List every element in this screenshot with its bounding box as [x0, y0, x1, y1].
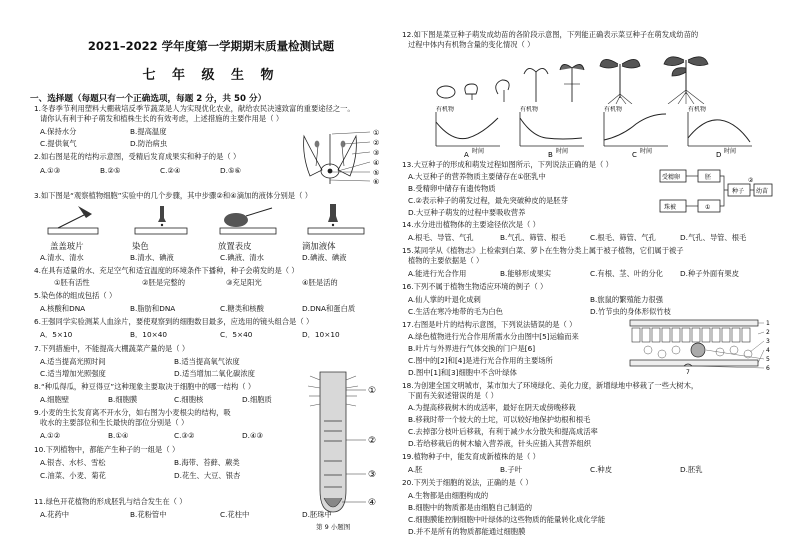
q17-stem: 17.右图是叶片的结构示意图，下列说法错误的是（ ） — [402, 320, 577, 329]
q6-option-c[interactable]: C．5×40 — [220, 330, 253, 339]
q4-stem: 4.在具有适量的水、充足空气和适宜温度的环境条件下播种，种子会萌发的是（ ） — [34, 266, 299, 275]
exam-title: 2021–2022 学年度第一学期期末质量检测试题 — [87, 39, 335, 53]
flower-label-6: ⑥ — [373, 178, 380, 184]
q10-stem: 10.下列植物中，都能产生种子的一组是（ ） — [34, 445, 180, 454]
q15-option-a[interactable]: A.能进行光合作用 — [408, 269, 467, 278]
section-heading: 一、选择题（每题只有一个正确选项，每题 2 分，共 50 分） — [30, 94, 267, 104]
q11-option-a[interactable]: A.花药中 — [40, 510, 70, 519]
q19-option-b[interactable]: B.子叶 — [500, 465, 522, 474]
flow-embryo: 胚 — [705, 174, 712, 181]
leaf-label-2: 2 — [766, 329, 770, 336]
q8-option-b[interactable]: B.细胞膜 — [108, 395, 138, 404]
graph-b-ylabel: 有机物 — [520, 106, 539, 113]
root-label-3: ③ — [368, 470, 377, 480]
q10-option-d[interactable]: D.花生、大豆、银杏 — [174, 471, 241, 480]
bean-germination-figure — [432, 54, 742, 104]
q1-option-d[interactable]: D.防治病虫 — [130, 139, 168, 148]
q2-stem: 2.如右图是花的结构示意图，受精后发育成果实和种子的是（ ） — [34, 152, 241, 161]
leaf-label-1: 1 — [766, 320, 770, 327]
q18-stem-2: 下面有关叙述错误的是（ ） — [408, 391, 498, 400]
q2-option-b[interactable]: B.②⑤ — [100, 166, 121, 175]
graph-c — [604, 106, 668, 158]
q6-option-a[interactable]: A．5×10 — [40, 330, 73, 339]
root-tip-figure — [302, 370, 382, 520]
leaf-label-5: 5 — [766, 356, 770, 363]
q17-option-c[interactable]: C.图中的[2]和[4]是进行光合作用的主要场所 — [408, 356, 553, 365]
q15-stem-2: 植物的主要依据是（ ） — [408, 256, 484, 265]
graph-a-option: A — [464, 151, 469, 158]
step-label-3: 放置表皮 — [218, 241, 252, 251]
flow-integument: 珠被 — [664, 204, 677, 211]
q16-option-b[interactable]: B.旅鼠的繁殖能力很强 — [590, 295, 663, 304]
q14-stem: 14.水分进出植物体的主要途径依次是（ ） — [402, 220, 540, 229]
flow-label-1: ① — [705, 204, 711, 211]
flower-structure-figure — [292, 126, 388, 184]
graph-b — [520, 106, 584, 158]
q8-option-c[interactable]: C.细胞核 — [174, 395, 204, 404]
graph-b-option: B — [548, 151, 553, 158]
q8-stem: 8.“种瓜得瓜，种豆得豆”这种现象主要取决于细胞中的哪一结构（ ） — [34, 382, 256, 391]
flower-label-4: ④ — [373, 159, 380, 167]
graph-d — [688, 106, 752, 158]
q5-option-a[interactable]: A.核酸和DNA — [40, 304, 86, 313]
q3-option-d[interactable]: D.碘液、碘液 — [302, 253, 347, 262]
q11-stem: 11.绿色开花植物的形成胚乳与结合发生在（ ） — [34, 497, 187, 506]
q7-option-c[interactable]: C.适当增加光照强度 — [40, 369, 106, 378]
q9-option-d[interactable]: D.④③ — [242, 431, 264, 440]
graph-a-xlabel: 时间 — [472, 148, 485, 155]
q1-option-a[interactable]: A.保持水分 — [40, 127, 77, 136]
leaf-label-4: 4 — [766, 347, 770, 354]
graph-d-xlabel: 时间 — [724, 148, 737, 155]
q7-option-a[interactable]: A.适当提高光照时间 — [40, 357, 106, 366]
step-place-epidermis-icon — [220, 208, 276, 234]
q19-option-c[interactable]: C.种皮 — [590, 465, 613, 474]
q2-option-a[interactable]: A.①③ — [40, 166, 61, 175]
organic-matter-graphs — [422, 106, 762, 158]
q5-stem: 5.染色体的组成包括（ ） — [34, 291, 117, 300]
leaf-label-6: 6 — [766, 365, 770, 372]
leaf-label-3: 3 — [766, 338, 770, 345]
q10-option-a[interactable]: A.银杏、水杉、雪松 — [40, 458, 106, 467]
q6-option-b[interactable]: B．10×40 — [130, 330, 167, 339]
q15-option-c[interactable]: C.有根、茎、叶的分化 — [590, 269, 664, 278]
q20-stem: 20.下列关于细胞的说法，正确的是（ ） — [402, 478, 533, 487]
q19-option-a[interactable]: A.胚 — [408, 465, 423, 474]
flow-seed: 种子 — [732, 188, 745, 195]
q1-option-c[interactable]: C.提供氧气 — [40, 139, 77, 148]
q14-option-d[interactable]: D.气孔、导管、根毛 — [680, 233, 747, 242]
q14-option-c[interactable]: C.根毛、筛管、气孔 — [590, 233, 656, 242]
q4-option-4[interactable]: ④胚是活的 — [302, 278, 338, 287]
q13-option-a[interactable]: A.大豆种子的营养物质主要储存在①胚乳中 — [408, 172, 546, 181]
q7-option-b[interactable]: B.适当提高氧气浓度 — [174, 357, 240, 366]
graph-c-ylabel: 有机物 — [604, 106, 623, 113]
q5-option-c[interactable]: C.糖类和核酸 — [220, 304, 264, 313]
step-label-1: 盖盖玻片 — [50, 241, 84, 251]
exam-subject: 七 年 级 生 物 — [142, 68, 280, 83]
q10-option-b[interactable]: B.海带、苔藓、蕨类 — [174, 458, 240, 467]
q18-option-a[interactable]: A.为提高移栽树木的成活率，最好在阴天或傍晚移栽 — [408, 403, 576, 412]
q2-option-c[interactable]: C.②④ — [160, 166, 181, 175]
q5-option-d[interactable]: D.DNA和蛋白质 — [302, 304, 356, 313]
q8-option-d[interactable]: D.细胞质 — [242, 395, 272, 404]
flow-zygote: 受精卵 — [662, 174, 681, 181]
step-coverslip-icon — [48, 206, 98, 234]
q2-option-d[interactable]: D.⑤⑥ — [220, 166, 242, 175]
q6-option-d[interactable]: D．10×10 — [302, 330, 340, 339]
q9-stem-2: 收水的主要部位和生长最快的部位分别是（ ） — [40, 418, 189, 427]
q14-option-a[interactable]: A.根毛、导管、气孔 — [408, 233, 474, 242]
step-stain-icon — [135, 206, 187, 234]
q18-option-c[interactable]: C.去掉部分枝叶后移栽，有利于减少水分散失和提高成活率 — [408, 427, 598, 436]
root-label-1: ① — [368, 386, 377, 396]
q11-option-d[interactable]: D.胚珠中 — [302, 510, 332, 519]
q3-stem: 3.如下图是“观察植物细胞”实验中的几个步骤，其中步骤②和④滴加的液体分别是（ ） — [34, 191, 313, 200]
q10-option-c[interactable]: C.油菜、小麦、菊花 — [40, 471, 106, 480]
q20-option-c[interactable]: C.细胞膜能控制细胞中叶绿体的这些物质的能量转化成化学能 — [408, 515, 606, 524]
q3-option-a[interactable]: A.清水、清水 — [40, 253, 84, 262]
q9-option-a[interactable]: A.①② — [40, 431, 61, 440]
q20-option-d[interactable]: D.并不是所有的物质都能通过细胞膜 — [408, 527, 526, 536]
graph-b-xlabel: 时间 — [556, 148, 569, 155]
q9-stem-1: 9.小麦的生长发育离不开水分，如右图为小麦根尖的结构，吸 — [34, 408, 231, 417]
q17-option-b[interactable]: B.叶片与外界进行气体交换的门户是[6] — [408, 344, 536, 353]
graph-c-xlabel: 时间 — [640, 148, 653, 155]
q3-option-b[interactable]: B.清水、碘液 — [130, 253, 174, 262]
q16-option-a[interactable]: A.仙人掌的叶退化成刺 — [408, 295, 481, 304]
q1-stem-2: 请你认有利于种子萌发和植株生长的有效考虑，上述措施的主要作用是（ ） — [40, 114, 284, 123]
q3-steps-figure — [40, 202, 380, 238]
q13-option-b[interactable]: B.受精卵中储存有遗传物质 — [408, 184, 496, 193]
q9-figure-caption: 第 9 小题图 — [316, 523, 351, 531]
q5-option-b[interactable]: B.脂肪和DNA — [130, 304, 176, 313]
step-label-2: 染色 — [132, 241, 149, 251]
graph-a — [436, 106, 500, 158]
flow-label-2: ② — [748, 177, 754, 184]
flow-seedling: 幼苗 — [756, 188, 769, 195]
q13-option-c[interactable]: C.②表示种子的萌发过程，最先突破种皮的是胚芽 — [408, 196, 568, 205]
q11-option-b[interactable]: B.花粉管中 — [130, 510, 167, 519]
q16-option-c[interactable]: C.生活在寒冷地带的毛为白色 — [408, 307, 503, 316]
graph-c-option: C — [632, 151, 637, 158]
q9-option-b[interactable]: B.①④ — [108, 431, 129, 440]
q15-option-b[interactable]: B.能够形成果实 — [500, 269, 552, 278]
graph-a-ylabel: 有机物 — [436, 106, 455, 113]
q16-option-d[interactable]: D.竹节虫的身体形似竹枝 — [590, 307, 671, 316]
root-label-2: ② — [368, 436, 377, 446]
q15-stem-1: 15.某同学从《植物志》上检索到白菜、萝卜在生物分类上属于被子植物，它们属于被子 — [402, 246, 684, 255]
flower-label-3: ③ — [373, 149, 380, 157]
leaf-label-7: 7 — [686, 369, 690, 374]
q13-stem: 13.大豆种子的形成和萌发过程如图所示，下列说法正确的是（ ） — [402, 160, 613, 169]
q18-option-b[interactable]: B.移栽时带一个较大的土坨，可以较好地保护幼根和根毛 — [408, 415, 591, 424]
q20-option-b[interactable]: B.细胞中的物质都是由细胞自己制造的 — [408, 503, 533, 512]
q4-option-2[interactable]: ②胚是完整的 — [142, 278, 186, 287]
q13-option-d[interactable]: D.大豆种子萌发的过程中要吸收营养 — [408, 208, 526, 217]
q17-option-a[interactable]: A.绿色植物进行光合作用所需水分由图中[5]运输而来 — [408, 332, 579, 341]
q18-option-d[interactable]: D.若给移栽后的树木输入营养液，针头应插入其营养组织 — [408, 439, 592, 448]
q12-stem-2: 过程中体内有机物含量的变化情况（ ） — [408, 40, 535, 49]
root-label-4: ④ — [368, 498, 377, 508]
q20-option-a[interactable]: A.生物都是由细胞构成的 — [408, 491, 489, 500]
q11-option-c[interactable]: C.花柱中 — [220, 510, 250, 519]
q7-option-d[interactable]: D.适当增加二氧化碳浓度 — [174, 369, 255, 378]
leaf-cross-section-figure — [628, 316, 774, 374]
q15-option-d[interactable]: D.种子外面有果皮 — [680, 269, 740, 278]
q19-option-d[interactable]: D.胚乳 — [680, 465, 703, 474]
q16-stem: 16.下列不属于植物生物适应环境的例子（ ） — [402, 282, 548, 291]
q17-option-d[interactable]: D.图中[1]和[3]细胞中不含叶绿体 — [408, 368, 517, 377]
graph-d-option: D — [716, 151, 722, 158]
q14-option-b[interactable]: B.气孔、筛管、根毛 — [500, 233, 566, 242]
q8-option-a[interactable]: A.细胞壁 — [40, 395, 70, 404]
graph-d-ylabel: 有机物 — [688, 106, 707, 113]
step-drop-liquid-icon — [308, 204, 364, 234]
q18-stem-1: 18.为创建全国文明城市，某市加大了环境绿化、美化力度，新增绿地中移栽了一些大树木， — [402, 381, 699, 390]
q3-option-c[interactable]: C.碘液、清水 — [220, 253, 264, 262]
flower-label-2: ② — [373, 139, 380, 147]
q1-option-b[interactable]: B.提高温度 — [130, 127, 167, 136]
q7-stem: 7.下列措施中，不能提高大棚蔬菜产量的是（ ） — [34, 344, 190, 353]
q4-option-1[interactable]: ①胚有活性 — [54, 278, 90, 287]
step-label-4: 滴加液体 — [302, 241, 336, 251]
flower-label-1: ① — [373, 129, 380, 137]
bean-development-flow — [658, 166, 774, 218]
q12-stem-1: 12.如下图是菜豆种子萌发成幼苗的各阶段示意图，下列能正确表示菜豆种子在萌发成幼苗的 — [402, 30, 699, 39]
q19-stem: 19.植物种子中，能发育成新植株的是（ ） — [402, 452, 540, 461]
q6-stem: 6.王强同学实验测某人血涂片，要使观察到的细胞数目最多，应选用的镜头组合是（ ） — [34, 317, 314, 326]
q9-option-c[interactable]: C.③② — [174, 431, 195, 440]
q4-option-3[interactable]: ③充足阳光 — [226, 278, 262, 287]
flower-label-5: ⑤ — [373, 169, 380, 177]
q1-stem-1: 1.冬春季节利用塑料大棚栽培反季节蔬菜是人为实现优化农业，献给农民决速致富的重要途径之一。 — [34, 104, 355, 113]
